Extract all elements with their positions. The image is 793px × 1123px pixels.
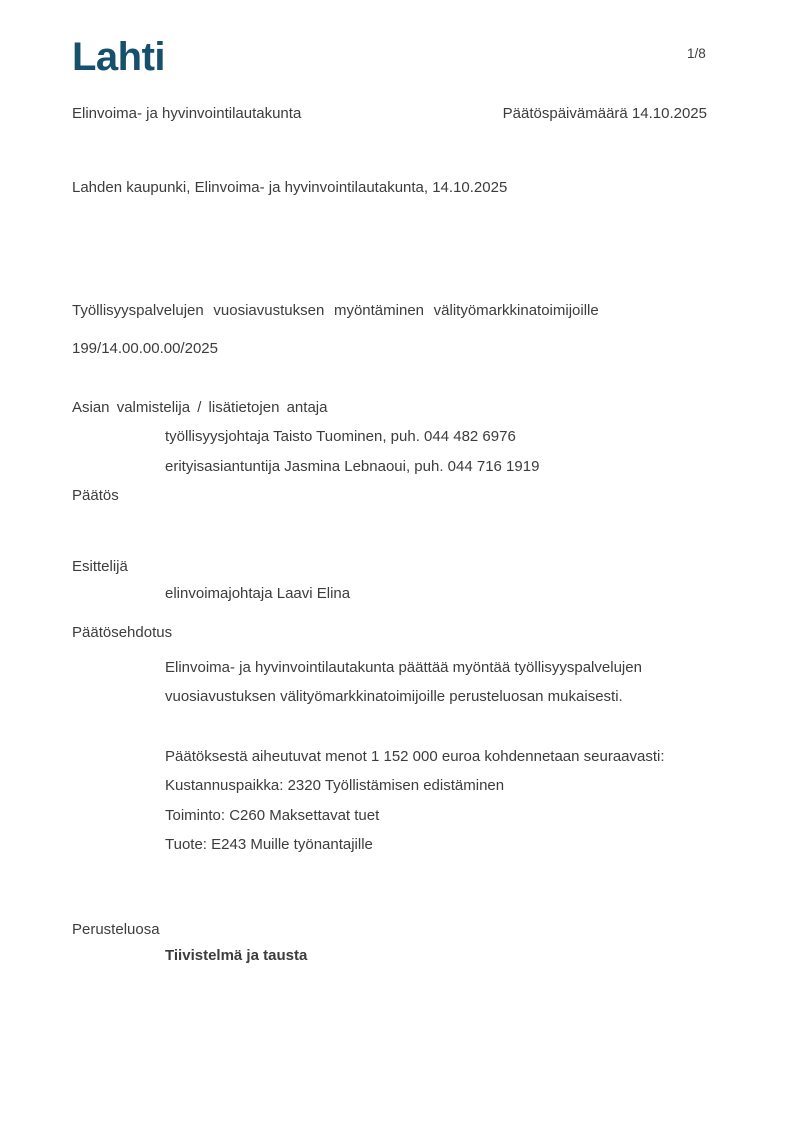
cost-center-line: Kustannuspaikka: 2320 Työllistämisen edistäminen	[165, 777, 505, 794]
presenter-heading: Esittelijä	[72, 558, 128, 575]
product-line: Tuote: E243 Muille työnantajille	[165, 836, 373, 853]
rationale-subheading: Tiivistelmä ja tausta	[165, 947, 308, 964]
decision-heading: Päätös	[72, 487, 119, 504]
decision-date: Päätöspäivämäärä 14.10.2025	[502, 105, 707, 122]
preparer-heading: Asian valmistelija / lisätietojen antaja	[72, 399, 328, 416]
committee-name: Elinvoima- ja hyvinvointilautakunta	[72, 105, 302, 122]
case-title: Työllisyyspalvelujen vuosiavustuksen myöntäminen välityömarkkinatoimijoille	[72, 302, 599, 319]
proposal-heading: Päätösehdotus	[72, 624, 173, 641]
costs-intro-line: Päätöksestä aiheutuvat menot 1 152 000 euroa kohdennetaan seuraavasti:	[165, 748, 665, 765]
rationale-heading: Perusteluosa	[72, 921, 160, 938]
reference-line: Lahden kaupunki, Elinvoima- ja hyvinvointilautakunta, 14.10.2025	[72, 179, 508, 196]
preparer-contact: työllisyysjohtaja Taisto Tuominen, puh. 044 482 6976	[165, 428, 516, 445]
proposal-paragraph: Elinvoima- ja hyvinvointilautakunta päättää myöntää työllisyyspalvelujen vuosiavustuksen välityömarkkinatoimijoille perusteluosan mukaisesti.	[165, 659, 642, 705]
preparer-contact: erityisasiantuntija Jasmina Lebnaoui, puh. 044 716 1919	[165, 458, 540, 475]
page-number: 1/8	[687, 46, 706, 61]
lahti-city-logo: Lahti	[72, 35, 166, 79]
function-line: Toiminto: C260 Maksettavat tuet	[165, 807, 380, 824]
case-diary-number: 199/14.00.00.00/2025	[72, 340, 218, 357]
presenter-name: elinvoimajohtaja Laavi Elina	[165, 585, 351, 602]
